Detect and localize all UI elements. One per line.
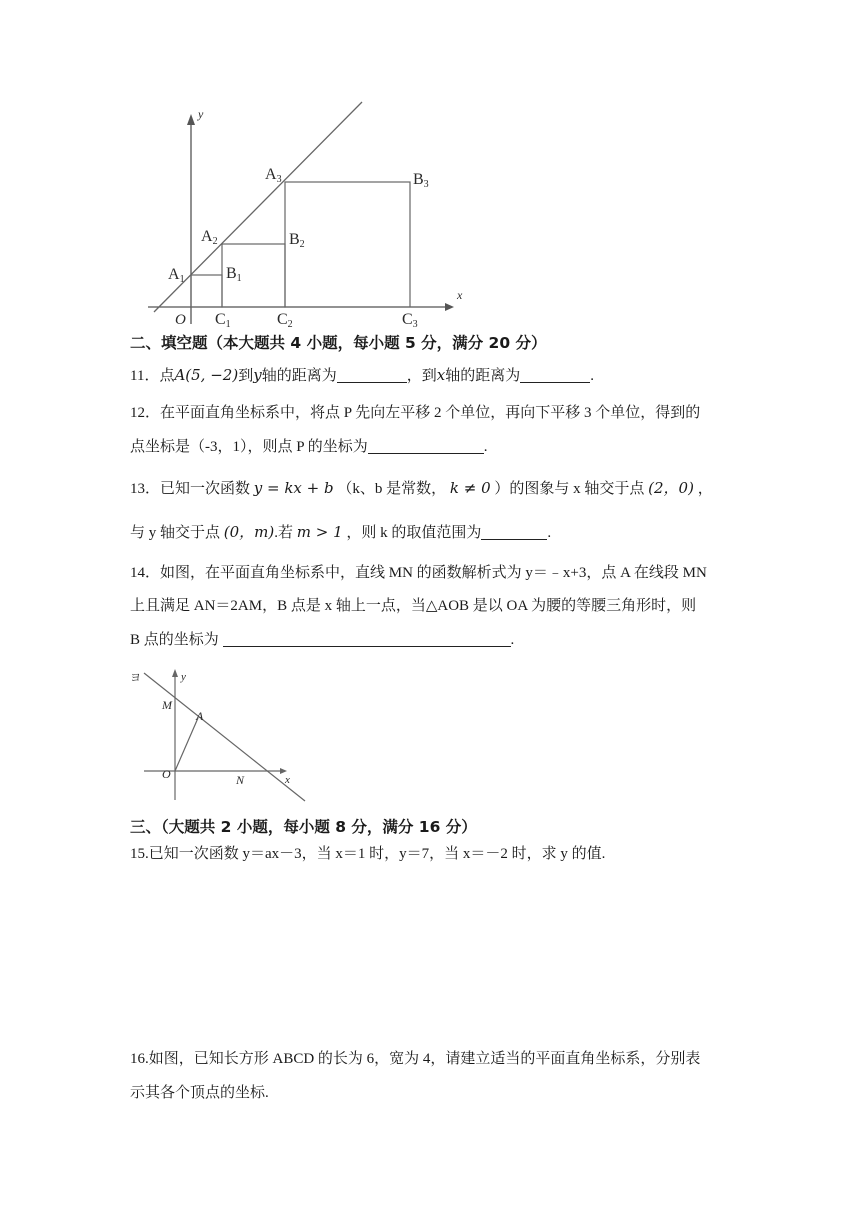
label-O: O [162,767,171,781]
y-axis-label: y [198,107,204,121]
q11-mid1: 到 [238,368,254,384]
line-mn [144,673,305,801]
q14-line3-text: B 点的坐标为 [130,632,219,648]
q13-comma: ， [697,481,713,497]
label-C3: C3 [402,311,418,328]
q13-condition-2: m > 1 [296,523,343,541]
label-B3: B3 [413,171,429,190]
q11-blank-2[interactable] [520,366,590,383]
q11-prefix: 11．点 [130,368,175,384]
label-C2: C2 [277,311,293,328]
label-N: N [236,773,245,787]
question-14-line-3 [130,629,740,651]
section-2-heading: 二、填空题（本大题共 4 小题，每小题 5 分，满分 20 分） [130,334,547,352]
q11-mid4: 轴的距离为 [445,368,521,384]
x-axis-label: x [457,288,463,302]
label-A2: A2 [201,228,218,247]
q13-line2-post: ，则 k 的取值范围为 [346,525,482,541]
question-16-line-2: 示其各个顶点的坐标. [130,1085,269,1101]
label-B1: B1 [226,265,242,284]
figure-squares-diagram [140,98,480,328]
q12-end: . [483,439,488,455]
q13-blank[interactable] [481,523,547,540]
y-axis-label: y [181,671,186,683]
q11-blank-1[interactable] [337,366,407,383]
q13-mid: （k、b 是常数， [337,481,447,497]
question-12-line-1: 12．在平面直角坐标系中，将点 P 先向左平移 2 个单位，再向下平移 3 个单位，得到的 [130,405,701,421]
x-axis-label: x [285,774,290,786]
square-1 [191,275,222,307]
q13-condition: k ≠ 0 [449,479,491,497]
question-15: 15.已知一次函数 y＝ax－3，当 x＝1 时，y＝7，当 x＝－2 时，求 y 的值. [130,846,606,862]
q12-line2-text: 点坐标是（-3，1），则点 P 的坐标为 [130,439,368,455]
origin-label: O [175,312,186,328]
question-14-line-2: 上且满足 AN＝2AM，B 点是 x 轴上一点，当△AOB 是以 OA 为腰的等腰三角形时，则 [130,598,697,614]
q13-line2-pre: 与 y 轴交于点 [130,525,221,541]
q13-line2-mid: .若 [274,525,294,541]
q13-pre: 13．已知一次函数 [130,481,251,497]
question-13-line-1 [130,477,740,500]
label-M: M [162,698,172,712]
q13-end: . [547,525,552,541]
q14-end: . [510,632,515,648]
q11-mid2: 轴的距离为 [261,368,337,384]
q14-blank[interactable] [223,630,511,647]
label-B2: B2 [289,231,305,250]
q11-y-var: y [253,366,262,384]
figure-2-corner-mark: ヨ [130,672,141,684]
question-11 [130,364,740,387]
y-axis-arrow [187,114,195,125]
q13-equation: y = kx + b [253,479,334,497]
q11-mid3: ，到 [406,368,437,384]
label-C1: C1 [215,311,231,328]
q11-point: A(5, −2) [174,366,239,384]
q13-mid2: ）的图象与 x 轴交于点 [494,481,645,497]
x-axis-arrow [445,303,454,311]
segment-oa [175,718,198,771]
diagonal-line [154,102,362,312]
y-axis-arrow [172,669,178,677]
figure-mn-line-diagram [130,666,310,804]
q12-blank[interactable] [368,437,484,454]
question-13-line-2 [130,521,740,544]
question-16-line-1: 16.如图，已知长方形 ABCD 的长为 6，宽为 4，请建立适当的平面直角坐标系，分别表 [130,1051,701,1067]
q11-end: . [590,368,594,384]
question-14-line-1: 14．如图，在平面直角坐标系中，直线 MN 的函数解析式为 y＝﹣x+3，点 A 在线段 MN [130,565,707,581]
label-A1: A1 [168,266,185,285]
label-A: A [196,709,204,723]
q11-x-var: x [436,366,446,384]
q13-point-2: (0，m) [223,523,275,541]
q13-point-1: (2，0) [648,479,694,497]
question-12-line-2 [130,436,740,458]
section-3-heading: 三、（大题共 2 小题，每小题 8 分，满分 16 分） [130,818,477,836]
label-A3: A3 [265,166,282,185]
